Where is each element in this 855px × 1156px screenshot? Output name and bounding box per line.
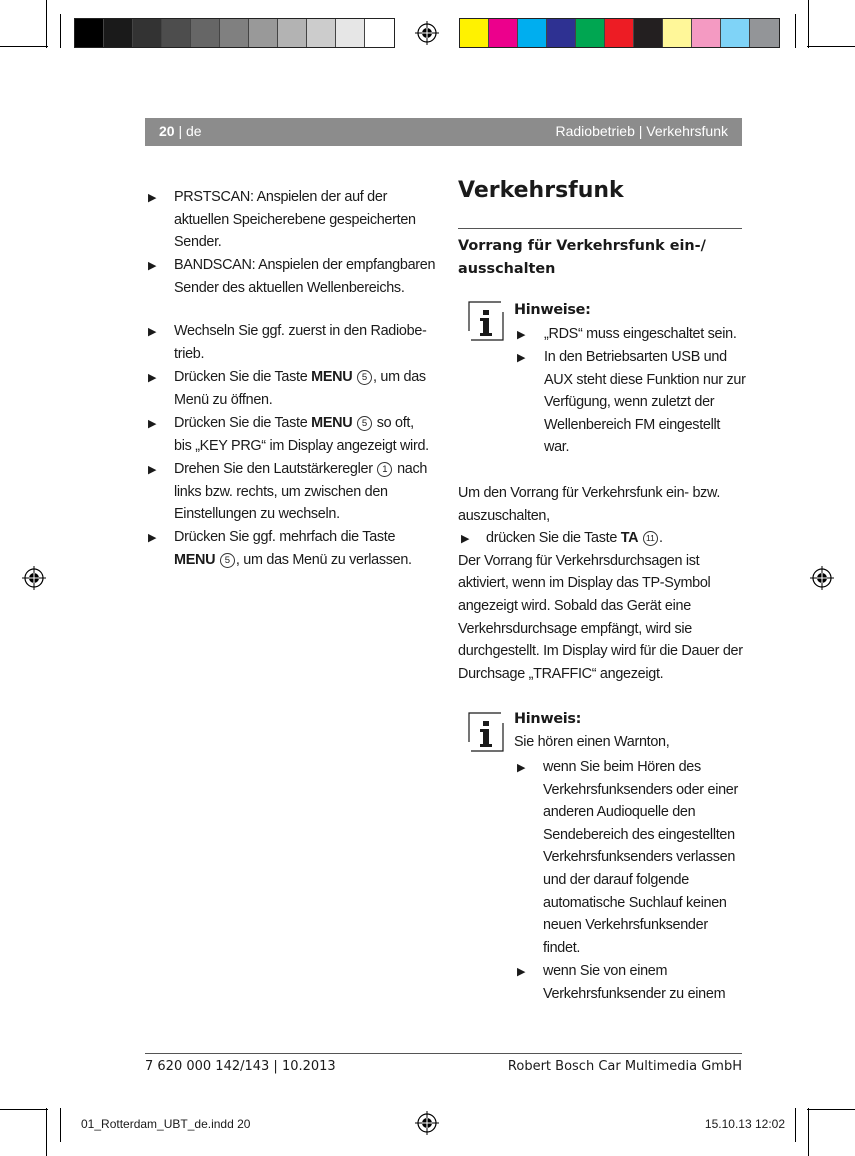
color-swatch [460, 19, 489, 47]
crop-mark [807, 46, 855, 47]
text-line: neuen Verkehrsfunksender [543, 917, 708, 934]
crop-mark [60, 14, 61, 48]
text-line: wenn Sie von einem [543, 963, 668, 979]
color-swatch [75, 19, 104, 47]
note-intro: Sie hören einen Warnton, [514, 733, 670, 750]
registration-mark-icon [415, 21, 439, 45]
registration-mark-icon [810, 566, 834, 590]
text-line: Um den Vorrang für Verkehrsfunk ein- bzw. [458, 485, 721, 501]
slug-filename: 01_Rotterdam_UBT_de.indd 20 [81, 1117, 251, 1131]
text-line [174, 366, 426, 389]
title-rule [458, 228, 742, 229]
crop-mark [46, 0, 47, 48]
color-swatch [307, 19, 336, 47]
text-line: anderen Audioquelle den [543, 804, 696, 821]
text-line: Verkehrsdurchsage empfängt, wird sie [458, 620, 692, 637]
control-number-badge: 5 [220, 553, 235, 568]
bullet-arrow-icon: ▶ [148, 260, 157, 272]
note-heading: Hinweis: [514, 711, 582, 727]
text-line: AUX steht diese Funktion nur zur [544, 371, 746, 388]
bullet-arrow-icon: ▶ [148, 464, 157, 476]
section-title: Verkehrsfunk [458, 178, 624, 203]
crop-mark [46, 1108, 47, 1156]
list-item [174, 186, 416, 254]
page-header [145, 118, 742, 146]
text-line: Sender. [174, 234, 222, 251]
color-swatch [547, 19, 576, 47]
info-icon [468, 301, 504, 341]
registration-mark-icon [22, 566, 46, 590]
text-line: BANDSCAN: Anspielen der empfangbaren [174, 257, 436, 273]
crop-mark [807, 1109, 855, 1110]
subsection-title [458, 235, 738, 281]
text-fragment: drücken Sie die Taste [486, 530, 621, 547]
text-line: Vorrang für Verkehrsfunk ein-/ [458, 238, 706, 254]
color-swatch [489, 19, 518, 47]
key-label: MENU [311, 415, 353, 431]
text-line: ausschalten [458, 261, 556, 277]
list-item [543, 960, 725, 1005]
color-swatch [721, 19, 750, 47]
step-item [174, 366, 426, 411]
text-line: Verfügung, wenn zuletzt der [544, 394, 715, 411]
header-page-info [159, 123, 202, 139]
text-line: Einstellungen zu wechseln. [174, 506, 340, 523]
text-line: Drücken Sie ggf. mehrfach die Taste [174, 529, 396, 545]
list-item [544, 346, 746, 459]
crop-mark [0, 1109, 48, 1110]
key-label: TA [620, 530, 639, 547]
text-fragment: , um das [373, 369, 426, 385]
text-fragment: Drücken Sie die Taste [174, 415, 312, 431]
bullet-arrow-icon: ▶ [148, 372, 157, 384]
footer-doc-number: 7 620 000 142/143 | 10.2013 [145, 1059, 336, 1074]
control-number-badge: 5 [357, 370, 372, 385]
bullet-arrow-icon: ▶ [517, 352, 526, 364]
color-swatch [104, 19, 133, 47]
text-line: wenn Sie beim Hören des [543, 759, 701, 775]
text-line: Verkehrsfunksenders oder einer [543, 781, 738, 798]
note-heading: Hinweise: [514, 302, 591, 318]
slug-timestamp: 15.10.13 12:02 [704, 1117, 785, 1131]
note-hints [514, 299, 746, 456]
footer-rule [145, 1053, 742, 1054]
text-line: auszuschalten, [458, 507, 550, 524]
crop-mark [808, 0, 809, 48]
text-line: durchgestellt. Im Display wird für die Dauer der [458, 643, 743, 660]
color-swatch [249, 19, 278, 47]
list-item [174, 254, 435, 299]
text-fragment: Drehen Sie den Lautstärkeregler [174, 461, 377, 477]
body-text [458, 482, 743, 685]
bullet-arrow-icon: ▶ [148, 192, 157, 204]
color-swatch [365, 19, 394, 47]
text-line: aktuellen Speicherebene gespeicherten [174, 211, 416, 228]
note-hint [514, 708, 742, 1002]
bullet-arrow-icon: ▶ [461, 533, 470, 546]
text-line: Wechseln Sie ggf. zuerst in den Radiobe- [174, 323, 427, 339]
footer-company: Robert Bosch Car Multimedia GmbH [507, 1059, 742, 1074]
control-number-badge: 5 [357, 416, 372, 431]
color-swatch [634, 19, 663, 47]
color-swatch [162, 19, 191, 47]
text-line: angezeigt wird. Sobald das Gerät eine [458, 597, 691, 614]
control-number-badge: 1 [377, 462, 392, 477]
text-line [486, 527, 663, 550]
bullet-arrow-icon: ▶ [148, 532, 157, 544]
crop-mark [60, 1108, 61, 1142]
color-swatch [191, 19, 220, 47]
text-line: In den Betriebsarten USB und [544, 349, 727, 365]
action-item [458, 527, 743, 550]
text-line: links bzw. rechts, um zwischen den [174, 483, 388, 500]
text-line: bis „KEY PRG“ im Display angezeigt wird. [174, 437, 429, 454]
text-line: Sendebereich des eingestellten [543, 826, 735, 843]
text-line: PRSTSCAN: Anspielen der auf der [174, 189, 388, 205]
grayscale-bar [74, 18, 395, 48]
step-item [174, 458, 427, 526]
key-label: MENU [174, 551, 216, 568]
page-number: 20 [159, 123, 175, 139]
bullet-arrow-icon: ▶ [517, 762, 526, 774]
text-line: Verkehrsfunksenders verlassen [543, 849, 736, 866]
bullet-arrow-icon: ▶ [517, 966, 526, 978]
color-swatch [576, 19, 605, 47]
color-swatch [220, 19, 249, 47]
text-line: Durchsage „TRAFFIC“ angezeigt. [458, 665, 664, 682]
text-line: automatische Suchlauf keinen [543, 894, 727, 911]
text-fragment: . [658, 530, 663, 547]
text-line: Wellenbereich FM eingestellt [544, 416, 721, 433]
text-fragment: nach [393, 461, 428, 477]
text-line: Verkehrsfunksender zu einem [543, 985, 726, 1002]
text-fragment: Drücken Sie die Taste [174, 369, 312, 385]
text-line [174, 412, 429, 435]
crop-mark [795, 1108, 796, 1142]
step-item [174, 320, 427, 365]
text-line: war. [544, 439, 570, 456]
text-line: und der darauf folgende [543, 871, 689, 888]
color-bar [459, 18, 780, 48]
text-line [174, 458, 427, 481]
crop-mark [795, 14, 796, 48]
color-swatch [605, 19, 634, 47]
color-swatch [518, 19, 547, 47]
step-item [174, 526, 412, 571]
bullet-arrow-icon: ▶ [148, 418, 157, 430]
text-fragment: so oft, [373, 415, 414, 431]
control-number-badge: 11 [643, 531, 658, 546]
text-line: Sender des aktuellen Wellenbereichs. [174, 279, 405, 296]
info-icon [468, 712, 504, 752]
crop-mark [808, 1108, 809, 1156]
color-swatch [692, 19, 721, 47]
text-line: aktiviert, wenn im Display das TP-Symbol [458, 575, 711, 592]
text-line: findet. [543, 939, 581, 956]
text-line [174, 549, 412, 572]
step-item [174, 412, 429, 457]
key-label: MENU [311, 369, 353, 385]
list-item: „RDS“ muss eingeschaltet sein. [544, 326, 737, 342]
bullet-arrow-icon: ▶ [148, 326, 157, 338]
color-swatch [663, 19, 692, 47]
registration-mark-icon [415, 1111, 439, 1135]
bullet-arrow-icon: ▶ [517, 329, 526, 341]
header-section: Radiobetrieb | Verkehrsfunk [555, 123, 728, 139]
color-swatch [750, 19, 779, 47]
text-line: Der Vorrang für Verkehrsdurchsagen ist [458, 552, 700, 569]
color-swatch [133, 19, 162, 47]
crop-mark [0, 46, 48, 47]
text-line: Menü zu öffnen. [174, 391, 273, 408]
color-swatch [278, 19, 307, 47]
text-fragment: , um das Menü zu verlassen. [235, 551, 412, 568]
text-line: trieb. [174, 345, 205, 362]
list-item [543, 756, 738, 959]
header-language: | de [178, 123, 202, 139]
color-swatch [336, 19, 365, 47]
